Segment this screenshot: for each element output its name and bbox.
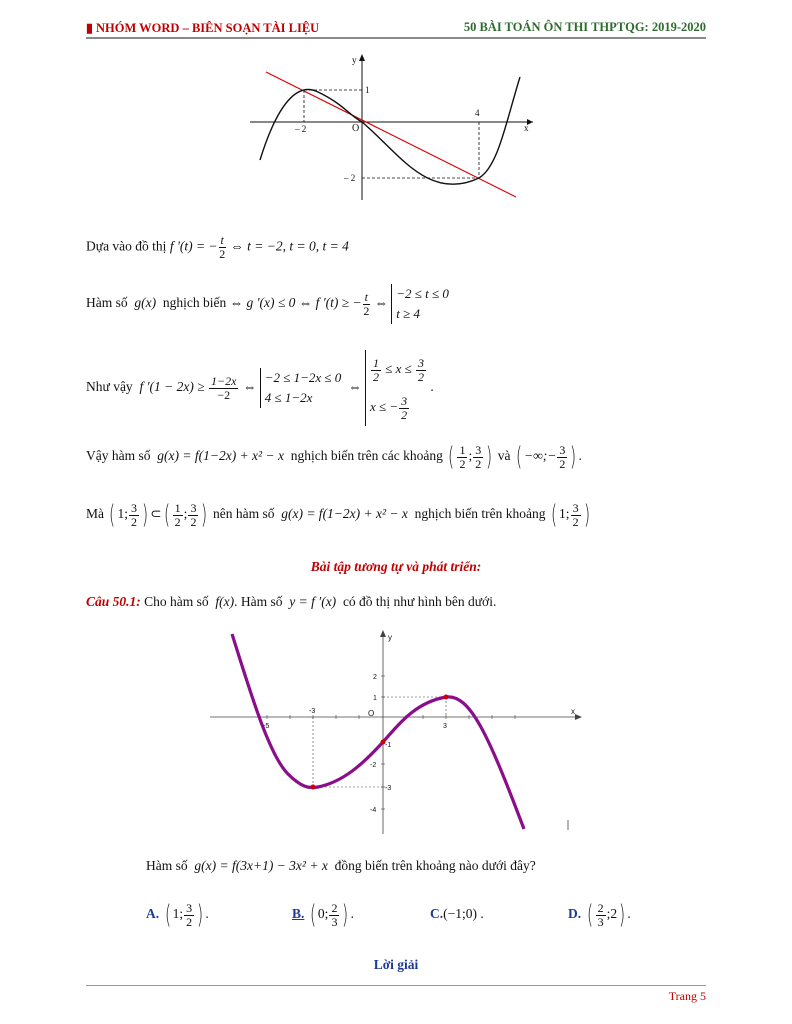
graph2-tick-p1: 1 xyxy=(373,695,377,702)
graph1-tick-4: 4 xyxy=(475,108,480,118)
option-c[interactable]: C.(−1;0) . xyxy=(430,906,484,921)
graph1-x-label: x xyxy=(524,123,529,133)
option-c-label: C. xyxy=(430,906,444,921)
graph2-tick-m2: -2 xyxy=(370,762,377,769)
solution-line5-end: nghịch biến trên khoảng xyxy=(414,506,546,522)
question-text-a: Cho hàm số xyxy=(144,594,209,609)
graph2-y-label: y xyxy=(388,633,392,642)
question-prompt-a: Hàm số xyxy=(146,858,188,873)
header-logo-icon: ▮ xyxy=(86,21,97,35)
graph1-tick-neg2y: – 2 xyxy=(344,173,356,183)
solution-line-5: Mà ( 1; $\frac{3}{2}$ ) ⊂( $\frac{1}{2}$ ; $\frac{3}{2}$ ) nên hàm số g(x) = f(1−2x) + x² − x nghịch biến trên khoảng ( 1; $\frac{3}{2}$ ) xyxy=(86,500,590,530)
option-d[interactable]: D. ( $\frac{2}{3}$ ;2) . xyxy=(568,900,631,930)
question-text-b: . Hàm số xyxy=(234,594,283,609)
solution-line2-text: Hàm số xyxy=(86,295,128,311)
graph2-tick-m1: -1 xyxy=(385,742,392,749)
solution-line4-mid: nghịch biến trên các khoảng xyxy=(290,448,443,464)
option-a-label: A. xyxy=(146,906,160,922)
question-text-c: có đồ thị như hình bên dưới. xyxy=(342,594,497,609)
solution-line-4: Vậy hàm số g(x) = f(1−2x) + x² − x nghịch biến trên các khoảng ( $\frac{1}{2}$ ; $\frac{3}{2}$ ) và ( −∞;− $\frac{3}{2}$ ) . xyxy=(86,442,582,472)
solution-line1-math: ⇔ t = −2, t = 0, t = 4 xyxy=(230,238,349,254)
graph2-tick-m4: -4 xyxy=(370,807,377,814)
graph-derivative-1 xyxy=(248,52,538,202)
graph2-tick-xm5: -5 xyxy=(263,723,270,730)
question-prompt: Hàm số g(x) = f(3x+1) − 3x² + x đồng biến trên khoảng nào dưới đây? xyxy=(146,858,536,873)
graph-derivative-2 xyxy=(208,624,588,836)
solution-line5-text: Mà xyxy=(86,506,104,522)
solution-line-2: Hàm số g(x) nghịch biến ⇔ g '(x) ≤ 0 ⇔ f '(t) ≥ − $\frac{t}{2}$ ⇔ −2 ≤ t ≤ 0 t ≥ 4 xyxy=(86,284,449,324)
header-right: 50 BÀI TOÁN ÔN THI THPTQG: 2019-2020 xyxy=(463,20,706,34)
solution-line-1: Dựa vào đồ thị f '(t) = − $\frac{t}{2}$ ⇔ t = −2, t = 0, t = 4 xyxy=(86,233,349,261)
graph1-y-label: y xyxy=(352,55,357,65)
graph1-tick-neg2x: – 2 xyxy=(295,124,307,134)
solution-line2-mid: nghịch biến xyxy=(162,295,227,311)
solution-line1-text: Dựa vào đồ thị xyxy=(86,238,167,254)
solution-line-3: Như vậy f ′(1 − 2x) ≥ $\frac{1-2x}{-2}$ ⇔ −2 ≤ 1−2x ≤ 0 4 ≤ 1−2x ⇔ $\frac{1}{2}$ ≤ x ≤ $\frac{3}{2}$ x ≤ − $\frac{3}{2}$ . xyxy=(86,350,434,426)
graph2-tick-p2: 2 xyxy=(373,674,377,681)
graph1-tick-1: 1 xyxy=(365,85,370,95)
footer-divider xyxy=(86,985,706,986)
question-line: Câu 50.1: Cho hàm số f(x). Hàm số y = f ′(x) có đồ thị như hình bên dưới. xyxy=(86,594,497,609)
solution-line3-text: Như vậy xyxy=(86,379,133,395)
question-prompt-b: đồng biến trên khoảng nào dưới đây? xyxy=(334,858,536,873)
solution-line4-text: Vậy hàm số xyxy=(86,448,151,464)
page-header xyxy=(86,20,706,38)
header-left: ▮ NHÓM WORD – BIÊN SOẠN TÀI LIỆU xyxy=(86,21,320,35)
graph1-origin-label: O xyxy=(352,123,360,134)
page-number: Trang 5 xyxy=(668,989,706,1003)
option-a[interactable]: A. ( 1; $\frac{3}{2}$ ) . xyxy=(146,900,209,930)
graph2-tick-m3: -3 xyxy=(385,785,392,792)
question-label: Câu 50.1: xyxy=(86,594,141,609)
graph2-origin-label: O xyxy=(368,709,375,718)
graph2-tick-x3: 3 xyxy=(443,723,447,730)
option-d-label: D. xyxy=(568,906,582,922)
solution-line5-mid: nên hàm số xyxy=(212,506,275,522)
graph2-x-label: x xyxy=(571,707,575,716)
option-b[interactable]: B. ( 0; $\frac{2}{3}$ ) . xyxy=(292,900,354,930)
graph2-tick-xm3: -3 xyxy=(309,708,316,715)
header-divider xyxy=(86,37,706,39)
section-title: Bài tập tương tự và phát triển: xyxy=(310,559,482,574)
option-b-label: B. xyxy=(292,906,305,922)
solution-line4-and: và xyxy=(497,448,511,464)
answer-heading: Lời giải xyxy=(373,957,419,972)
